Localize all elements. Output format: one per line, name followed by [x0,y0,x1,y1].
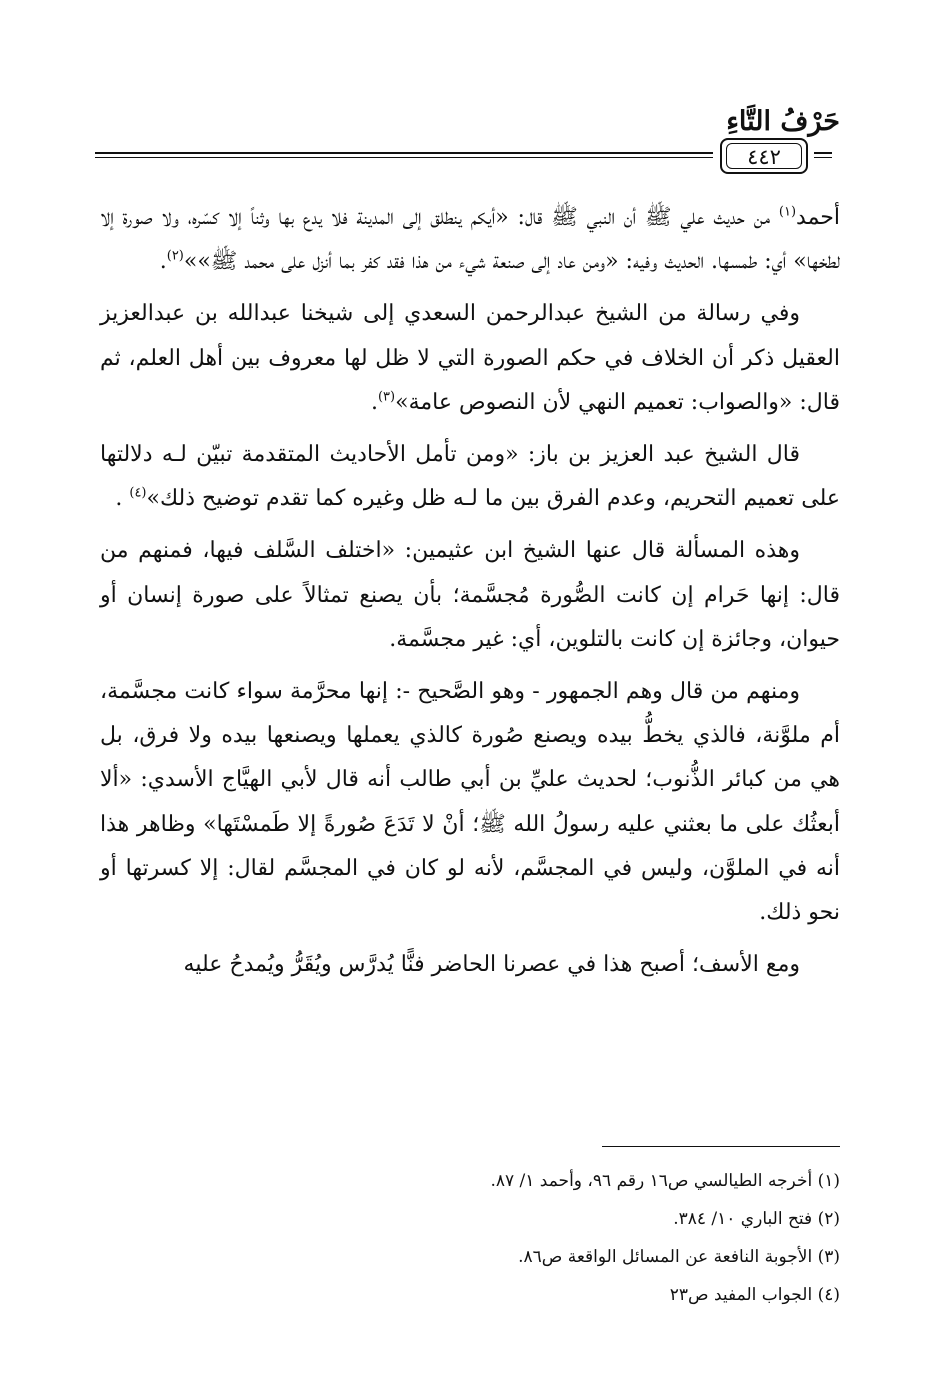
page-number: ٤٤٢ [726,143,802,169]
paragraph-text: . [159,249,167,275]
paragraph [100,292,840,425]
footnote: (٤) الجواب المفيد ص٢٣ [669,1285,840,1305]
header-rule [814,152,832,154]
footnote: (٢) فتح الباري ١٠/ ٣٨٤. [673,1209,840,1229]
chapter-title: حَرْفُ التَّاءِ [726,106,840,137]
main-text [100,196,840,995]
paragraph-text: . [115,486,130,512]
header-rule [814,157,832,158]
paragraph [100,433,840,521]
page-number-frame [720,138,808,174]
paragraph: وهذه المسألة قال عنها الشيخ ابن عثيمين: «اختلف السَّلف فيها، فمنهم من قال: إنها حَرام إن كانت الصُّورة مُجسَّمة؛ بأن يصنع تمثالاً على صورة إنسان أو حيوان، وجائزة إن كانت بالتلوين، أي: غير مجسَّمة. [100,538,840,652]
footnote: (٣) الأجوبة النافعة عن المسائل الواقعة ص٨٦. [518,1247,840,1267]
paragraph-text: وفي رسالة من الشيخ عبدالرحمن السعدي إلى شيخنا عبدالله بن عبدالعزيز العقيل ذكر أن الخلاف في حكم الصورة التي لا ظل لها معروف بين أهل العلم، ثم قال: «والصواب: تعميم النهي لأن النصوص عامة» [100,301,840,415]
footnote-separator [602,1146,840,1147]
paragraph-text: من حديث علي ﷺ أن النبي ﷺ قال: «أيكم ينطلق إلى المدينة فلا يدع بها وثناً إلا كسّره، ولا صورة إلا لطخها» أي: طمسها. الحديث وفيه: «ومن عاد إلى صنعة شيء من هذا فقد كفر بما أنزل على محمد ﷺ»» [100,205,840,275]
footnote-ref: (٤) [129,485,147,501]
footnote-ref: (١) [778,204,797,220]
header-rule [95,157,713,158]
paragraph: ومنهم من قال وهم الجمهور - وهو الصَّحيح -: إنها محرَّمة سواء كانت مجسَّمة، أم ملوَّنة، فالذي يخطُّ بيده ويصنع صُورة كالذي يعملها ويصنعها بيده ولا فرق، بل هي من كبائر الذُّنوب؛ لحديث عليِّ بن أبي طالب أنه قال لأبي الهيَّاج الأسدي: «ألا أبعثُك على ما بعثني عليه رسولُ الله ﷺ؛ أنْ لا تَدَعَ صُورةً إلا طَمسْتَها» وظاهر هذا أنه في الملوَّن، وليس في المجسَّم، لأنه لو كان في المجسَّم لقال: إلا كسرتها أو نحو ذلك. [100,679,840,926]
paragraph: ومع الأسف؛ أصبح هذا في عصرنا الحاضر فنًّا يُدرَّس ويُقَرُّ ويُمدحُ عليه [183,952,800,978]
paragraph-text: أحمد [796,205,840,230]
paragraph-text: قال الشيخ عبد العزيز بن باز: «ومن تأمل الأحاديث المتقدمة تبيّن لـه دلالتها على تعميم التحريم، وعدم الفرق بين ما لـه ظل وغيره كما تقدم توضيح ذلك» [100,442,840,512]
paragraph [100,196,840,284]
footnote-ref: (٣) [377,389,396,405]
paragraph-text: . [370,389,378,415]
footnote-ref: (٢) [166,248,184,264]
footnotes [100,1162,840,1314]
header-rule [95,152,713,154]
footnote: (١) أخرجه الطيالسي ص١٦ رقم ٩٦، وأحمد ١/ ٨٧. [490,1171,840,1191]
